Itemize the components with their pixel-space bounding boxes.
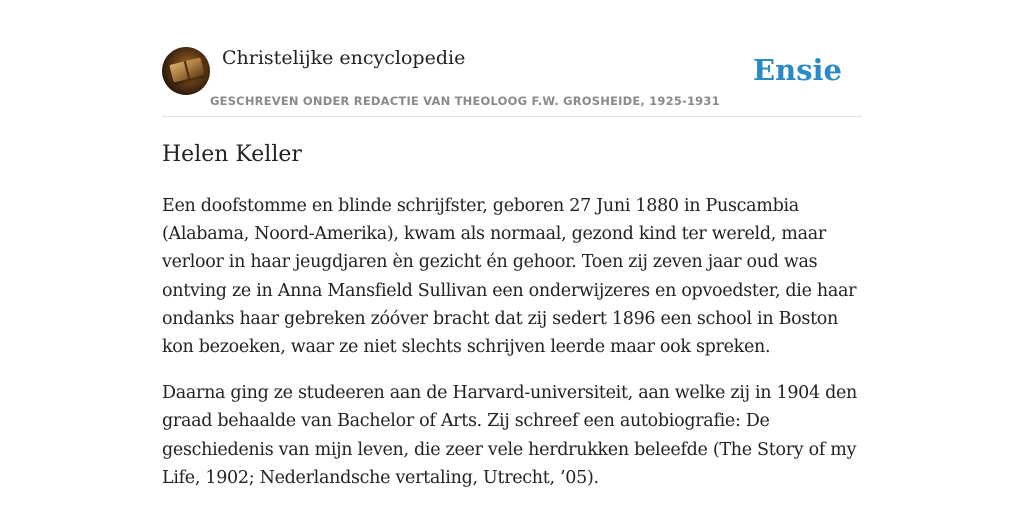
book-icon (169, 57, 204, 82)
article-paragraph: Daarna ging ze studeeren aan de Harvard-universiteit, aan welke zij in 1904 den graad behaalde van Bachelor of Arts. Zij schreef een autobiografie: De geschiedenis van mijn leven, die zeer vele herdrukken beleefde (The Story of my Life, 1902; Nederlandsche vertaling, Utrecht, ’05). (162, 383, 858, 488)
article-title: Helen Keller (162, 142, 302, 167)
site-header (162, 46, 862, 117)
article-paragraph: Een doofstomme en blinde schrijfster, geboren 27 Juni 1880 in Puscambia (Alabama, Noord-Amerika), kwam als normaal, gezond kind ter wereld, maar verloor in haar jeugdjaren èn gezicht én gehoor. Toen zij zeven jaar oud was ontving ze in Anna Mansfield Sullivan een onderwijzeres en opvoedster, die haar ondanks haar gebreken zóóver bracht dat zij sedert 1896 een school in Boston kon bezoeken, waar ze niet slechts schrijven leerde maar ook spreken. (162, 196, 857, 358)
ensie-logo-link[interactable]: Ensie (753, 53, 842, 87)
article-body (162, 192, 862, 510)
encyclopedia-subtitle: GESCHREVEN ONDER REDACTIE VAN THEOLOOG F.W. GROSHEIDE, 1925-1931 (210, 94, 720, 108)
encyclopedia-title[interactable]: Christelijke encyclopedie (222, 47, 466, 69)
encyclopedia-avatar[interactable] (162, 47, 210, 95)
